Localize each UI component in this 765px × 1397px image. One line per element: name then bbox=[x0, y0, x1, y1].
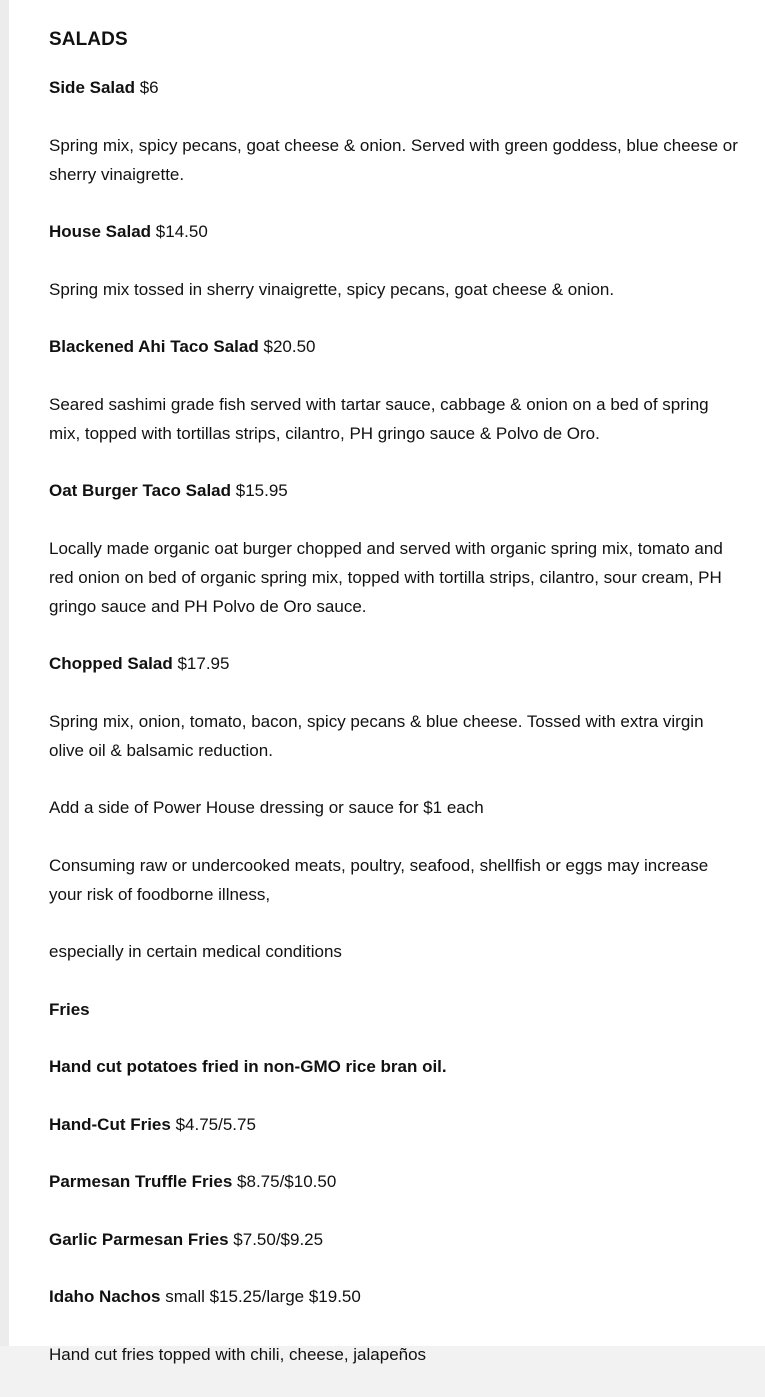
item-name: Garlic Parmesan Fries bbox=[49, 1229, 229, 1249]
menu-item-hand-cut-fries bbox=[49, 1110, 739, 1139]
item-name: House Salad bbox=[49, 222, 152, 241]
item-name: Hand-Cut Fries bbox=[49, 1114, 171, 1134]
item-name: Parmesan Truffle Fries bbox=[49, 1172, 233, 1191]
section-title-salads: SALADS bbox=[49, 29, 128, 50]
menu-item-house-salad bbox=[49, 217, 739, 246]
menu-item-ahi-taco-salad bbox=[49, 332, 739, 361]
menu-item-oat-burger-taco-salad bbox=[49, 476, 739, 505]
item-description: Hand cut fries topped with chili, cheese, jalapeños bbox=[49, 1344, 427, 1364]
item-price: $6 bbox=[139, 78, 159, 97]
item-price: $8.75/$10.50 bbox=[237, 1172, 337, 1191]
menu-item-side-salad bbox=[49, 73, 739, 102]
food-safety-warning-continued: especially in certain medical conditions bbox=[49, 942, 342, 961]
item-name: Oat Burger Taco Salad bbox=[49, 481, 232, 500]
section-title-fries: Fries bbox=[49, 999, 90, 1019]
fries-note: Hand cut potatoes fried in non-GMO rice bran oil. bbox=[49, 1057, 447, 1076]
item-description: Locally made organic oat burger chopped and served with organic spring mix, tomato and red onion on bed of organic spring mix, topped with tortilla strips, cilantro, sour cream, PH gringo sauce and PH Polvo de Oro sauce. bbox=[49, 538, 723, 616]
dressing-note: Add a side of Power House dressing or sauce for $1 each bbox=[49, 798, 484, 817]
item-name: Chopped Salad bbox=[49, 654, 173, 673]
item-price: $7.50/$9.25 bbox=[233, 1229, 324, 1249]
food-safety-warning: Consuming raw or undercooked meats, poultry, seafood, shellfish or eggs may increase your risk of foodborne illness, bbox=[49, 855, 709, 904]
menu-item-chopped-salad bbox=[49, 649, 739, 678]
menu-item-parmesan-truffle-fries bbox=[49, 1167, 739, 1196]
item-price: $14.50 bbox=[155, 222, 208, 241]
item-price: $4.75/5.75 bbox=[175, 1114, 256, 1134]
item-description: Spring mix tossed in sherry vinaigrette, spicy pecans, goat cheese & onion. bbox=[49, 279, 615, 299]
item-price: $15.95 bbox=[235, 481, 288, 500]
menu-item-idaho-nachos bbox=[49, 1282, 739, 1311]
left-margin-strip bbox=[0, 0, 9, 1346]
item-name: Idaho Nachos bbox=[49, 1287, 161, 1306]
item-description: Seared sashimi grade fish served with tartar sauce, cabbage & onion on a bed of spring mix, topped with tortillas strips, cilantro, PH gringo sauce & Polvo de Oro. bbox=[49, 394, 709, 443]
item-price: $17.95 bbox=[177, 654, 230, 673]
item-name: Side Salad bbox=[49, 78, 135, 97]
item-price: $20.50 bbox=[263, 337, 316, 356]
menu-content bbox=[49, 29, 739, 1397]
item-name: Blackened Ahi Taco Salad bbox=[49, 337, 259, 356]
item-price: small $15.25/large $19.50 bbox=[165, 1287, 361, 1306]
menu-item-garlic-parmesan-fries bbox=[49, 1225, 739, 1254]
item-description: Spring mix, spicy pecans, goat cheese & onion. Served with green goddess, blue cheese or sherry vinaigrette. bbox=[49, 135, 738, 184]
menu-page bbox=[9, 0, 765, 1364]
item-description: Spring mix, onion, tomato, bacon, spicy pecans & blue cheese. Tossed with extra virgin olive oil & balsamic reduction. bbox=[49, 711, 704, 760]
